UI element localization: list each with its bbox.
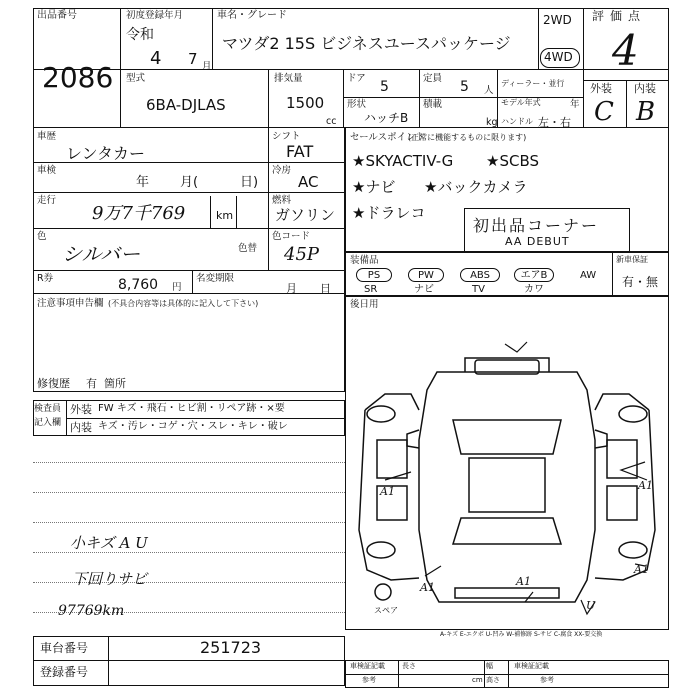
displacement-label: 排気量 — [274, 73, 303, 84]
handle-label: ハンドル — [501, 117, 533, 126]
aircon-label: 冷房 — [272, 165, 292, 176]
dim-col2: 車検証記載 — [514, 662, 549, 670]
selling-points-hint: (正常に機能するものに限ります) — [408, 133, 527, 142]
inspector-interior-label: 内装 — [70, 421, 92, 434]
name-change-label: 名変期限 — [196, 273, 235, 284]
equip-sr: SR — [364, 284, 378, 295]
inspector-label-2: 記入欄 — [34, 418, 62, 428]
chassis-label: 車台番号 — [40, 641, 89, 655]
exterior-score-label: 外装 — [590, 82, 612, 95]
inspector-label-1: 検査員 — [34, 404, 62, 414]
recycle-value: 8,760 — [118, 277, 159, 293]
car-damage-diagram — [345, 330, 669, 620]
mileage-label: 走行 — [37, 195, 57, 206]
dim-length: 長さ — [402, 662, 416, 670]
inspection-year: 年 — [136, 175, 150, 190]
debut-stamp-title: 初出品コーナー — [473, 216, 600, 235]
dim-col2b: 参考 — [540, 676, 554, 684]
interior-score: B — [636, 97, 656, 127]
color-label: 色 — [37, 231, 47, 242]
shift-value: FAT — [286, 142, 314, 161]
notes-label: 注意事項申告欄 — [37, 298, 104, 309]
selling-point-3: ★ナビ — [352, 178, 396, 196]
name-change-day: 日 — [320, 282, 331, 295]
inspector-exterior-items: FW キズ・飛石・ヒビ割・リペア跡・×要 — [98, 403, 285, 414]
capacity-value: 5 — [460, 79, 469, 95]
dim-width: 幅 — [486, 662, 493, 670]
equipment-label: 装備品 — [350, 255, 379, 266]
history-label: 車歴 — [37, 131, 57, 142]
mileage-unit: km — [216, 209, 234, 222]
registration-year: 4 — [150, 48, 162, 69]
color-code-label: 色コード — [272, 231, 311, 242]
debut-stamp-sub: AA DEBUT — [505, 235, 570, 248]
registration-month: 7 — [188, 50, 198, 68]
dim-height: 高さ — [486, 676, 500, 684]
handle-value: 左・右 — [538, 116, 571, 129]
spare-label: スペア — [374, 606, 398, 615]
warranty-label: 新車保証 — [616, 255, 648, 264]
mileage-value: 9万7千769 — [92, 203, 186, 224]
dim-col1b: 参考 — [362, 676, 376, 684]
fuel-value: ガソリン — [275, 206, 336, 224]
body-type-value: ハッチB — [364, 111, 409, 125]
equip-leather: カワ — [524, 284, 544, 295]
aircon-value: AC — [298, 173, 319, 191]
debut-stamp — [464, 208, 630, 252]
handwritten-note-2: 下回りサビ — [72, 570, 148, 588]
body-type-label: 形状 — [347, 99, 367, 110]
selling-point-2: ★SCBS — [486, 152, 539, 170]
drive-2wd: 2WD — [543, 13, 572, 27]
lot-number: 2086 — [42, 61, 114, 94]
name-change-month: 月 — [286, 282, 297, 295]
score-label: 評価点 — [592, 9, 647, 23]
selling-points-label: セールスポイント — [350, 132, 426, 143]
shift-label: シフト — [272, 131, 301, 142]
equip-aw: AW — [580, 270, 597, 281]
registration-number-label: 登録番号 — [40, 665, 89, 679]
model-label: 型式 — [126, 73, 146, 84]
damage-mark-right: A1 — [638, 479, 653, 492]
equip-ps: PS — [356, 268, 392, 282]
color-value: シルバー — [62, 242, 141, 266]
equip-navi: ナビ — [414, 284, 434, 295]
capacity-unit: 人 — [484, 85, 494, 96]
inspector-interior-items: キズ・汚レ・コゲ・穴・スレ・キレ・破レ — [98, 421, 288, 432]
remarks-label: 後日用 — [350, 299, 379, 310]
registration-era: 令和 — [126, 27, 154, 43]
exterior-score: C — [594, 97, 614, 127]
recycle-label: R券 — [37, 273, 54, 284]
car-name-label: 車名・グレード — [217, 10, 287, 21]
repair-history-label: 修復歴 — [37, 377, 70, 390]
model-year-unit: 年 — [570, 99, 580, 110]
damage-mark-u: U — [586, 599, 596, 612]
equip-airbag: エアB — [514, 268, 554, 282]
equip-abs: ABS — [460, 268, 500, 282]
dim-unit: cm — [472, 676, 483, 684]
recycle-unit: 円 — [172, 282, 182, 293]
score-value: 4 — [612, 26, 639, 75]
dim-col1: 車検証記載 — [350, 662, 385, 670]
inspection-day: 日) — [240, 175, 259, 190]
selling-point-1: ★SKYACTIV-G — [352, 152, 454, 170]
handwritten-note-3: 97769km — [58, 603, 125, 619]
displacement-unit: cc — [326, 116, 337, 127]
damage-mark-rear-right: A1 — [634, 563, 649, 576]
equip-tv: TV — [472, 284, 485, 295]
warranty-value: 有・無 — [622, 275, 659, 289]
damage-mark-rear-left: A1 — [420, 581, 435, 594]
repair-history-place: 箇所 — [104, 377, 126, 390]
repair-history-value: 有 — [86, 377, 97, 390]
inspection-month: 月( — [180, 175, 199, 190]
selling-point-5: ★ドラレコ — [352, 204, 426, 222]
inspection-label: 車検 — [37, 165, 57, 176]
lot-label: 出品番号 — [37, 10, 77, 21]
drive-4wd: 4WD — [544, 50, 573, 64]
doors-label: ドア — [347, 73, 366, 84]
displacement-value: 1500 — [286, 94, 325, 112]
inspector-exterior-label: 外装 — [70, 403, 92, 416]
notes-hint: (不具合内容等は具体的に記入して下さい) — [108, 299, 259, 308]
capacity-label: 定員 — [423, 73, 443, 84]
load-unit: kg — [486, 117, 498, 128]
model-year-label: モデル年式 — [501, 98, 541, 107]
selling-point-4: ★バックカメラ — [424, 178, 528, 196]
damage-mark-rear: A1 — [516, 575, 531, 588]
history-value: レンタカー — [66, 144, 145, 163]
damage-mark-left: A1 — [380, 485, 395, 498]
load-label: 積載 — [423, 99, 443, 110]
registration-label: 初度登録年月 — [126, 10, 184, 21]
model-value: 6BA-DJLAS — [146, 96, 226, 114]
chassis-value: 251723 — [200, 638, 262, 657]
fuel-label: 燃料 — [272, 195, 292, 206]
registration-month-unit: 月 — [202, 61, 212, 72]
equip-pw: PW — [408, 268, 444, 282]
damage-legend: A-キズ E-エクボ U-凹み W-補修跡 S-サビ C-腐食 XX-要交換 — [440, 631, 603, 638]
color-repaint-label: 色替 — [238, 243, 258, 254]
handwritten-note-1: 小キズ A U — [70, 534, 148, 552]
color-code: 45P — [284, 244, 320, 265]
car-name-value: マツダ2 15S ビジネスユースパッケージ — [222, 34, 511, 53]
dealer-label: ディーラー・並行 — [501, 79, 565, 88]
interior-score-label: 内装 — [634, 82, 656, 95]
doors-value: 5 — [380, 79, 389, 95]
